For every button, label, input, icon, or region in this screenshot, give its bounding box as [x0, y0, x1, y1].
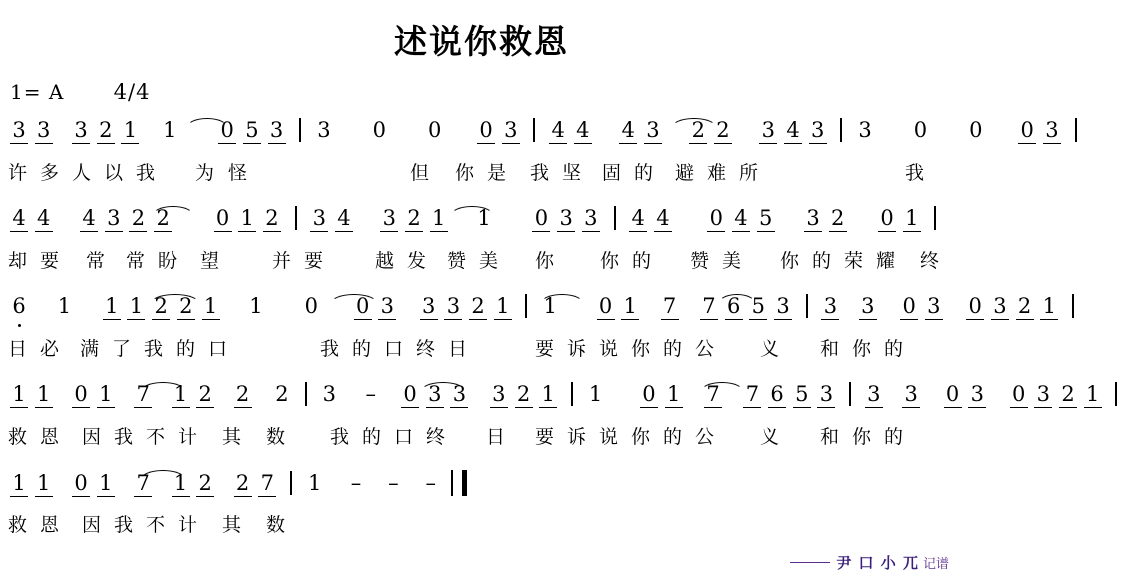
system-1-lyrics: 许 多 人 以 我 为 怪 但 你 是 我 坚 固 的 避 难 所 我: [8, 162, 925, 184]
arranger-name: 尹 口 小 兀: [836, 554, 919, 572]
system-1: [0, 118, 1059, 194]
key-signature: 1= A: [10, 80, 65, 104]
system-4: [0, 382, 1100, 458]
system-5-lyrics: 救 恩 因 我 不 计 其 数: [8, 514, 286, 536]
system-2: [0, 206, 963, 282]
time-signature: 4/4: [113, 80, 151, 104]
system-4-lyrics: 救 恩 因 我 不 计 其 数 我 的 口 终 日 要 诉 说 你 的 公 义 和 你 的: [8, 426, 904, 448]
credit-role: 记谱: [922, 557, 949, 572]
system-3-lyrics: 日 必 满 了 我 的 口 我 的 口 终 日 要 诉 说 你 的 公 义 和 你 的: [8, 338, 904, 360]
system-2-lyrics: 却 要 常 常 盼 望 并 要 越 发 赞 美 你 你 的 赞 美 你 的 荣 耀 终: [8, 250, 940, 272]
system-4-notes: 1 1 0 1 7 1 2 2 2 3 – 0 3 3 3 2 1 1 0 1 7 7 6 5 3 3 3 0 3 0 3 2 1: [0, 382, 963, 422]
system-1-notes: 3 3 3 2 1 1 0 5 3 3 0 0 0 3 4 4 4 3 2 2 3 4 3 3 0 0 0 3: [0, 118, 963, 158]
page-title: 述说你救恩: [394, 22, 569, 61]
system-2-notes: 4 4 4 3 2 2 0 1 2 3 4 3 2 1 1 0 3 3 4 4 0 4 5 3 2 0 1: [0, 206, 963, 246]
system-3-notes: 6 1 1 1 2 2 1 1 0 0 3 3 3 2 1 1 0 1 7 7 6 5 3 3 3 0 3 0 3 2 1: [0, 294, 963, 334]
credit-line: [790, 552, 949, 573]
system-5: [0, 470, 963, 546]
system-3: [0, 294, 1056, 370]
system-5-notes: 1 1 0 1 7 1 2 2 7 1 – – –: [0, 470, 963, 510]
score-meta: [10, 80, 150, 104]
credit-rule: [790, 562, 830, 563]
